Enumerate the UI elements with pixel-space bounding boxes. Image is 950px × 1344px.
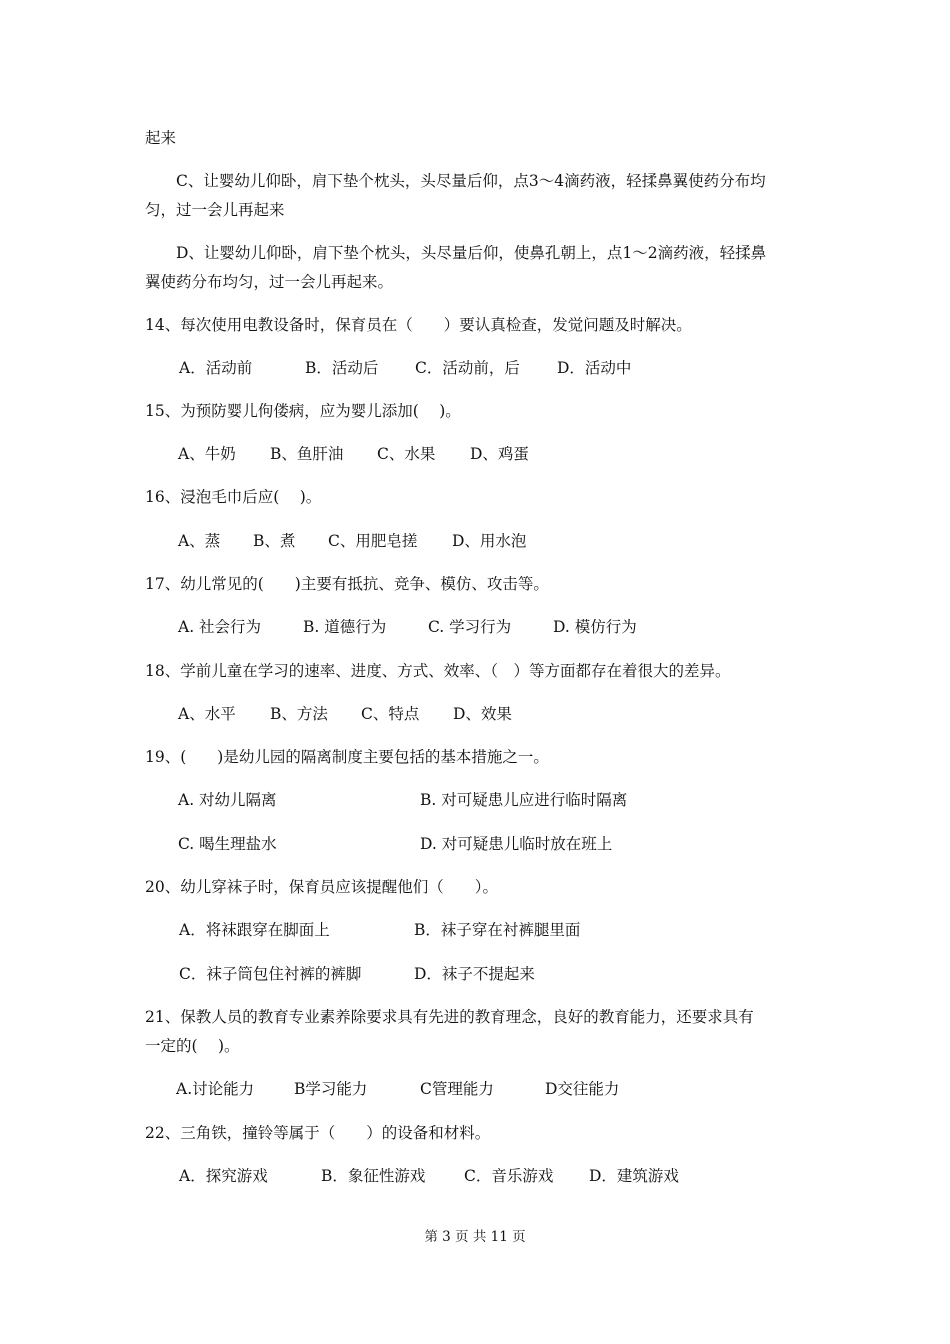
option: D、用水泡 bbox=[452, 532, 527, 550]
question-20: 20、幼儿穿袜子时，保育员应该提醒他们（ ）。 bbox=[145, 878, 498, 896]
option: B．袜子穿在衬裤腿里面 bbox=[414, 921, 581, 939]
option: A、水平 bbox=[178, 705, 236, 723]
option: B、鱼肝油 bbox=[270, 445, 344, 463]
text-line: 匀，过一会儿再起来 bbox=[145, 201, 285, 219]
option: A. 对幼儿隔离 bbox=[178, 791, 277, 809]
option: C．音乐游戏 bbox=[464, 1167, 554, 1185]
option: A. 社会行为 bbox=[178, 618, 262, 636]
page-number: 第 3 页 共 11 页 bbox=[424, 1229, 526, 1245]
text-line: 翼使药分布均匀，过一会儿再起来。 bbox=[145, 273, 394, 291]
option-d-line: D、让婴幼儿仰卧，肩下垫个枕头，头尽量后仰，使鼻孔朝上，点1～2滴药液，轻揉鼻 bbox=[176, 244, 767, 262]
question-22: 22、三角铁，撞铃等属于（ ）的设备和材料。 bbox=[145, 1124, 491, 1142]
option: D交往能力 bbox=[545, 1080, 620, 1098]
option: B．活动后 bbox=[305, 359, 379, 377]
option: A．将袜跟穿在脚面上 bbox=[179, 921, 330, 939]
option: D．活动中 bbox=[557, 359, 632, 377]
option: D. 对可疑患儿临时放在班上 bbox=[420, 835, 613, 853]
option: A．探究游戏 bbox=[179, 1167, 268, 1185]
option: B．象征性游戏 bbox=[321, 1167, 426, 1185]
option: C．袜子筒包住衬裤的裤脚 bbox=[179, 965, 362, 983]
option: B、煮 bbox=[253, 532, 296, 550]
option: C、用肥皂搓 bbox=[328, 532, 418, 550]
question-21-continued: 一定的( )。 bbox=[145, 1037, 240, 1055]
option: C．活动前，后 bbox=[415, 359, 520, 377]
option: B. 道德行为 bbox=[303, 618, 387, 636]
option: D、效果 bbox=[453, 705, 512, 723]
option: D. 模仿行为 bbox=[553, 618, 637, 636]
option: C. 学习行为 bbox=[428, 618, 512, 636]
option: A.讨论能力 bbox=[176, 1080, 255, 1098]
question-15: 15、为预防婴儿佝偻病，应为婴儿添加( )。 bbox=[145, 402, 461, 420]
option: C、特点 bbox=[361, 705, 420, 723]
question-19: 19、( )是幼儿园的隔离制度主要包括的基本措施之一。 bbox=[145, 748, 549, 766]
question-17: 17、幼儿常见的( )主要有抵抗、竞争、模仿、攻击等。 bbox=[145, 575, 549, 593]
question-21: 21、保教人员的教育专业素养除要求具有先进的教育理念，良好的教育能力，还要求具有 bbox=[145, 1008, 754, 1026]
option: D、鸡蛋 bbox=[470, 445, 529, 463]
text-line: 起来 bbox=[145, 129, 177, 147]
option: C. 喝生理盐水 bbox=[178, 835, 277, 853]
option: C管理能力 bbox=[420, 1080, 494, 1098]
option: C、水果 bbox=[377, 445, 436, 463]
option: A、蒸 bbox=[178, 532, 221, 550]
question-14: 14、每次使用电教设备时，保育员在（ ）要认真检查，发觉问题及时解决。 bbox=[145, 316, 692, 334]
question-18: 18、学前儿童在学习的速率、进度、方式、效率、（ ）等方面都存在着很大的差异。 bbox=[145, 662, 731, 680]
option: A、牛奶 bbox=[178, 445, 236, 463]
option-c-line: C、让婴幼儿仰卧，肩下垫个枕头，头尽量后仰，点3～4滴药液，轻揉鼻翼使药分布均 bbox=[176, 172, 766, 190]
option: A．活动前 bbox=[179, 359, 253, 377]
option: D．建筑游戏 bbox=[589, 1167, 679, 1185]
option: B、方法 bbox=[270, 705, 328, 723]
option: B学习能力 bbox=[294, 1080, 368, 1098]
option: B. 对可疑患儿应进行临时隔离 bbox=[420, 791, 628, 809]
option: D．袜子不提起来 bbox=[414, 965, 535, 983]
question-16: 16、浸泡毛巾后应( )。 bbox=[145, 488, 322, 506]
